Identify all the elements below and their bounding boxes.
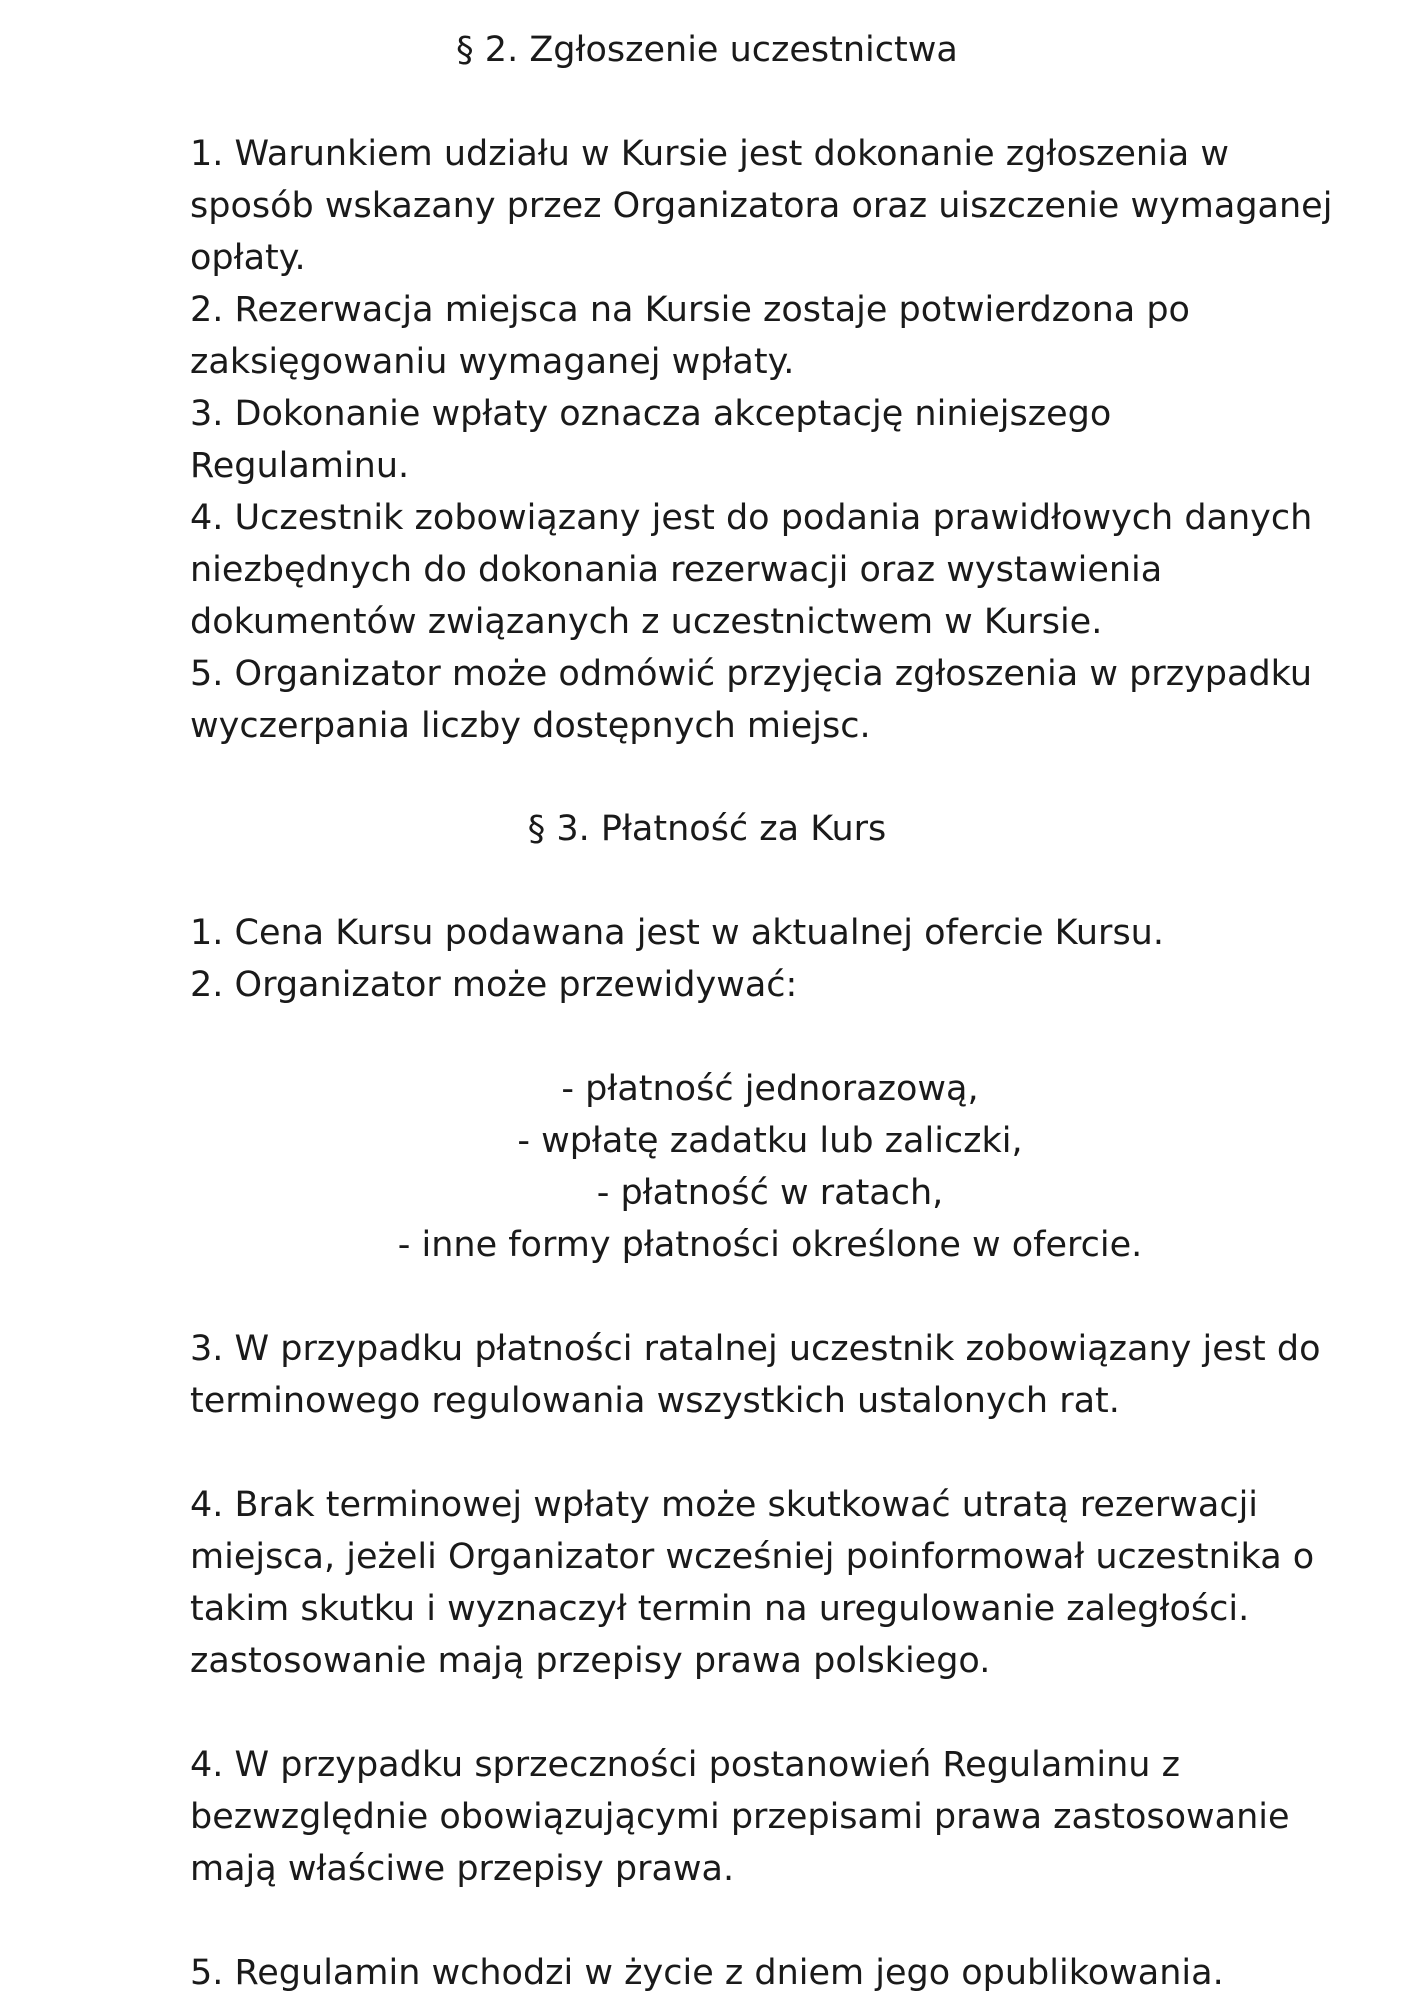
text-line: 4. Uczestnik zobowiązany jest do podania prawidłowych danych (190, 498, 1313, 538)
list-item: - wpłatę zadatku lub zaliczki, (517, 1121, 1023, 1161)
text-line: 4. Brak terminowej wpłaty może skutkować utratą rezerwacji (190, 1485, 1259, 1525)
list-item: - płatność jednorazową, (561, 1069, 979, 1109)
text-line: 5. Regulamin wchodzi w życie z dniem jego opublikowania. (190, 1953, 1224, 1993)
text-line: miejsca, jeżeli Organizator wcześniej poinformował uczestnika o (190, 1537, 1315, 1577)
text-line: bezwzględnie obowiązującymi przepisami prawa zastosowanie (190, 1797, 1290, 1837)
list-item: - inne formy płatności określone w ofercie. (397, 1225, 1143, 1265)
text-line: sposób wskazany przez Organizatora oraz uiszczenie wymaganej (190, 186, 1333, 226)
text-line: 5. Organizator może odmówić przyjęcia zgłoszenia w przypadku (190, 654, 1313, 694)
text-line: takim skutku i wyznaczył termin na uregulowanie zaległości. (190, 1589, 1250, 1629)
text-line: zaksięgowaniu wymaganej wpłaty. (190, 342, 795, 382)
section-3-intro (190, 907, 1350, 1011)
text-line: niezbędnych do dokonania rezerwacji oraz wystawienia (190, 550, 1163, 590)
payment-options-list (0, 1063, 1414, 1271)
text-line: 3. W przypadku płatności ratalnej uczestnik zobowiązany jest do (190, 1329, 1321, 1369)
text-line: 2. Rezerwacja miejsca na Kursie zostaje potwierdzona po (190, 290, 1190, 330)
section-3-point-4a (190, 1479, 1350, 1687)
section-3-point-4b (190, 1739, 1350, 1895)
text-line: 1. Cena Kursu podawana jest w aktualnej ofercie Kursu. (190, 913, 1164, 953)
section-2-body (190, 128, 1350, 752)
text-line: 3. Dokonanie wpłaty oznacza akceptację niniejszego (190, 394, 1112, 434)
section-3-heading: § 3. Płatność za Kurs (527, 809, 887, 849)
text-line: wyczerpania liczby dostępnych miejsc. (190, 706, 871, 746)
text-line: 4. W przypadku sprzeczności postanowień Regulaminu z (190, 1745, 1180, 1785)
text-line: zastosowanie mają przepisy prawa polskiego. (190, 1641, 991, 1681)
section-3-point-5 (190, 1947, 1350, 1999)
list-item: - płatność w ratach, (596, 1173, 944, 1213)
text-line: dokumentów związanych z uczestnictwem w Kursie. (190, 602, 1103, 642)
text-line: 1. Warunkiem udziału w Kursie jest dokonanie zgłoszenia w (190, 134, 1229, 174)
text-line: Regulaminu. (190, 446, 410, 486)
text-line: terminowego regulowania wszystkich ustalonych rat. (190, 1381, 1120, 1421)
section-2-heading: § 2. Zgłoszenie uczestnictwa (456, 30, 958, 70)
text-line: opłaty. (190, 238, 306, 278)
text-line: 2. Organizator może przewidywać: (190, 965, 798, 1005)
text-line: mają właściwe przepisy prawa. (190, 1849, 735, 1889)
section-3-point-3 (190, 1323, 1350, 1427)
